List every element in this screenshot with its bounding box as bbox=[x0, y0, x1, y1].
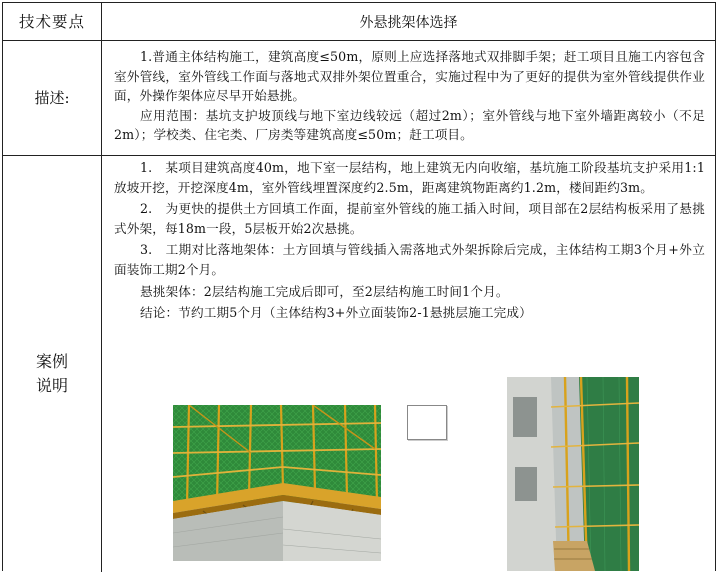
case-conclusion: 结论：节约工期5个月（主体结构3+外立面装饰2-1悬挑层施工完成） bbox=[140, 305, 532, 321]
case-label bbox=[3, 156, 102, 572]
description-row bbox=[3, 41, 715, 156]
case-paragraph-2: 2. 为更快的提供土方回填工作面，提前室外管线的施工插入时间，项目部在2层结构板采用了悬挑式外架，每18m一段，5层板开始2次悬挑。 bbox=[114, 201, 705, 236]
case-paragraph-1: 1. 某项目建筑高度40m，地下室一层结构，地上建筑无内向收缩，基坑施工阶段基坑支护采用1:1放坡开挖，开挖深度4m，室外管线埋置深度约2.5m，距离建筑物距离约1.2m，楼间距约3m。 bbox=[114, 160, 705, 195]
case-paragraph-3: 3. 工期对比落地架体：土方回填与管线插入需落地式外架拆除后完成，主体结构工期3个月+外立面装饰工期2个月。 bbox=[114, 242, 705, 277]
content-table bbox=[2, 2, 716, 571]
description-paragraph: 1.普通主体结构施工，建筑高度≤50m，原则上应选择落地式双排脚手架；赶工项目且施工内容包含室外管线，室外管线工作面与落地式双排外架位置重合，实施过程中为了更好的提供为室外管线提供作业面，外操作架体应尽早开始悬挑。 bbox=[114, 49, 705, 104]
scaffold-walkway-image bbox=[507, 377, 639, 571]
header-key-points: 技术要点 bbox=[3, 3, 102, 40]
case-row bbox=[3, 156, 715, 572]
header-row bbox=[3, 3, 715, 41]
description-content bbox=[102, 41, 715, 155]
cantilever-scaffold-photo bbox=[173, 405, 381, 561]
case-content bbox=[102, 156, 715, 572]
case-label-line1: 案例 bbox=[35, 352, 68, 371]
scaffold-walkway-photo bbox=[507, 377, 639, 571]
empty-image-frame bbox=[407, 405, 447, 440]
application-scope-paragraph: 应用范围：基坑支护坡顶线与地下室边线较远（超过2m）；室外管线与地下室外墙距离较小（不足2m）；学校类、住宅类、厂房类等建筑高度≤50m；赶工项目。 bbox=[114, 107, 705, 143]
header-topic: 外悬挑架体选择 bbox=[359, 14, 458, 31]
cantilever-scaffold-image bbox=[173, 405, 381, 561]
case-label-line2: 说明 bbox=[35, 376, 68, 395]
description-label: 描述: bbox=[3, 41, 102, 155]
case-paragraph-4: 悬挑架体：2层结构施工完成后即可，至2层结构施工时间1个月。 bbox=[140, 283, 509, 299]
